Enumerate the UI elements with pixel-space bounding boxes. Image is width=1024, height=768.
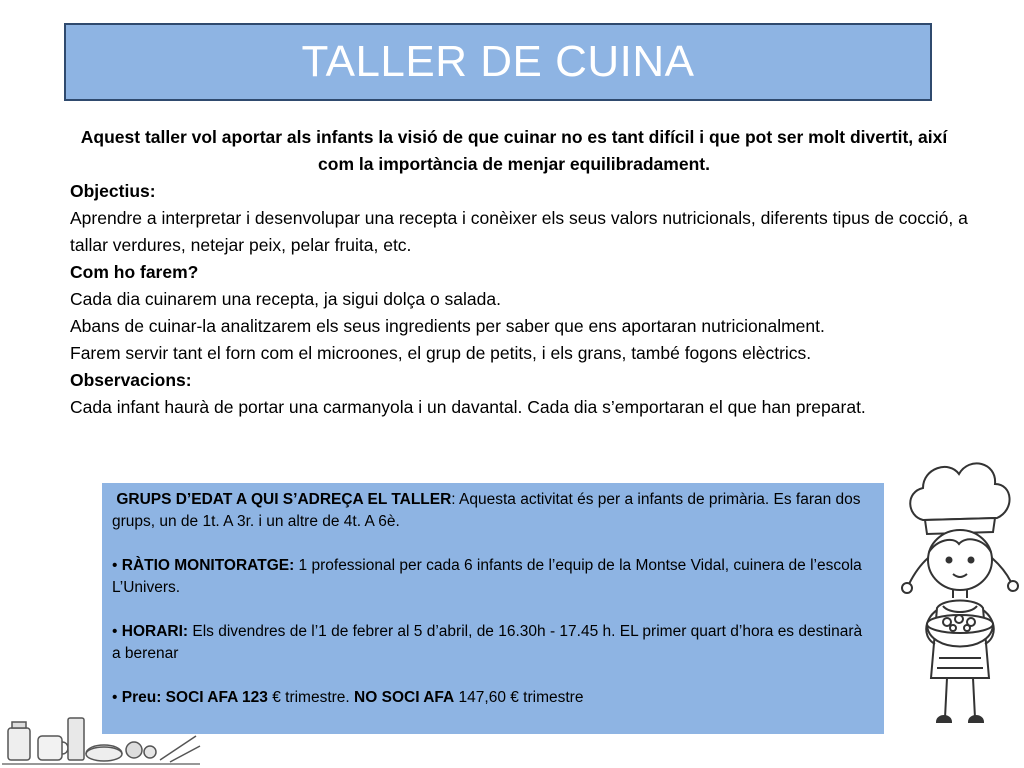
observacions-heading: Observacions: [70,370,192,390]
objectius-heading: Objectius: [70,181,156,201]
title-banner [64,23,932,101]
info-horari [112,621,874,665]
ratio-label: RÀTIO MONITORATGE: [121,557,295,574]
info-grups [112,489,874,533]
objectius-text: Aprendre a interpretar i desenvolupar una recepta i conèixer els seus valors nutricionals, diferents tipus de cocció, a tallar verdures, netejar peix, pelar fruita, etc. [70,208,968,255]
grups-text: : Aquesta activitat és per a infants de primària. Es faran dos grups, un de 1t. A 3r. i un altre de 4t. A 6è. [112,491,861,530]
grups-label: GRUPS D’EDAT A QUI S’ADREÇA EL TALLER [116,491,452,508]
com-line-1: Cada dia cuinarem una recepta, ja sigui dolça o salada. [70,289,501,309]
info-ratio [112,555,874,599]
horari-text: Els divendres de l’1 de febrer al 5 d’abril, de 16.30h - 17.45 h. EL primer quart d’hora es destinarà a berenar [112,623,863,662]
kitchen-utensils-illustration [0,706,205,768]
description-block [70,178,970,421]
info-preu [112,687,874,709]
com-line-2: Abans de cuinar-la analitzarem els seus ingredients per saber que ens aportaran nutricionalment. [70,316,825,336]
preu-label-2: NO SOCI AFA [354,689,455,706]
com-line-3: Farem servir tant el forn com el microones, el grup de petits, i els grans, també fogons elèctrics. [70,343,812,363]
info-box [102,483,884,734]
preu-text-2: 147,60 € trimestre [454,689,584,706]
preu-text-1: € trimestre. [267,689,355,706]
bullet-icon: • [112,623,118,640]
ratio-text: 1 professional per cada 6 infants de l’equip de la Montse Vidal, cuinera de l’escola L’Univers. [112,557,862,596]
chef-girl-illustration [893,448,1023,748]
page-title: TALLER DE CUINA [301,37,695,86]
bullet-icon: • [112,689,118,706]
intro-text: Aquest taller vol aportar als infants la visió de que cuinar no es tant difícil i que pot ser molt divertit, així com la importància de menjar equilibradament. [80,127,948,174]
preu-label: Preu: SOCI AFA 123 [121,689,268,706]
observacions-text: Cada infant haurà de portar una carmanyola i un davantal. Cada dia s’emportaran el que han preparat. [70,397,866,417]
horari-label: HORARI: [121,623,189,640]
bullet-icon: • [112,557,118,574]
com-heading: Com ho farem? [70,262,199,282]
